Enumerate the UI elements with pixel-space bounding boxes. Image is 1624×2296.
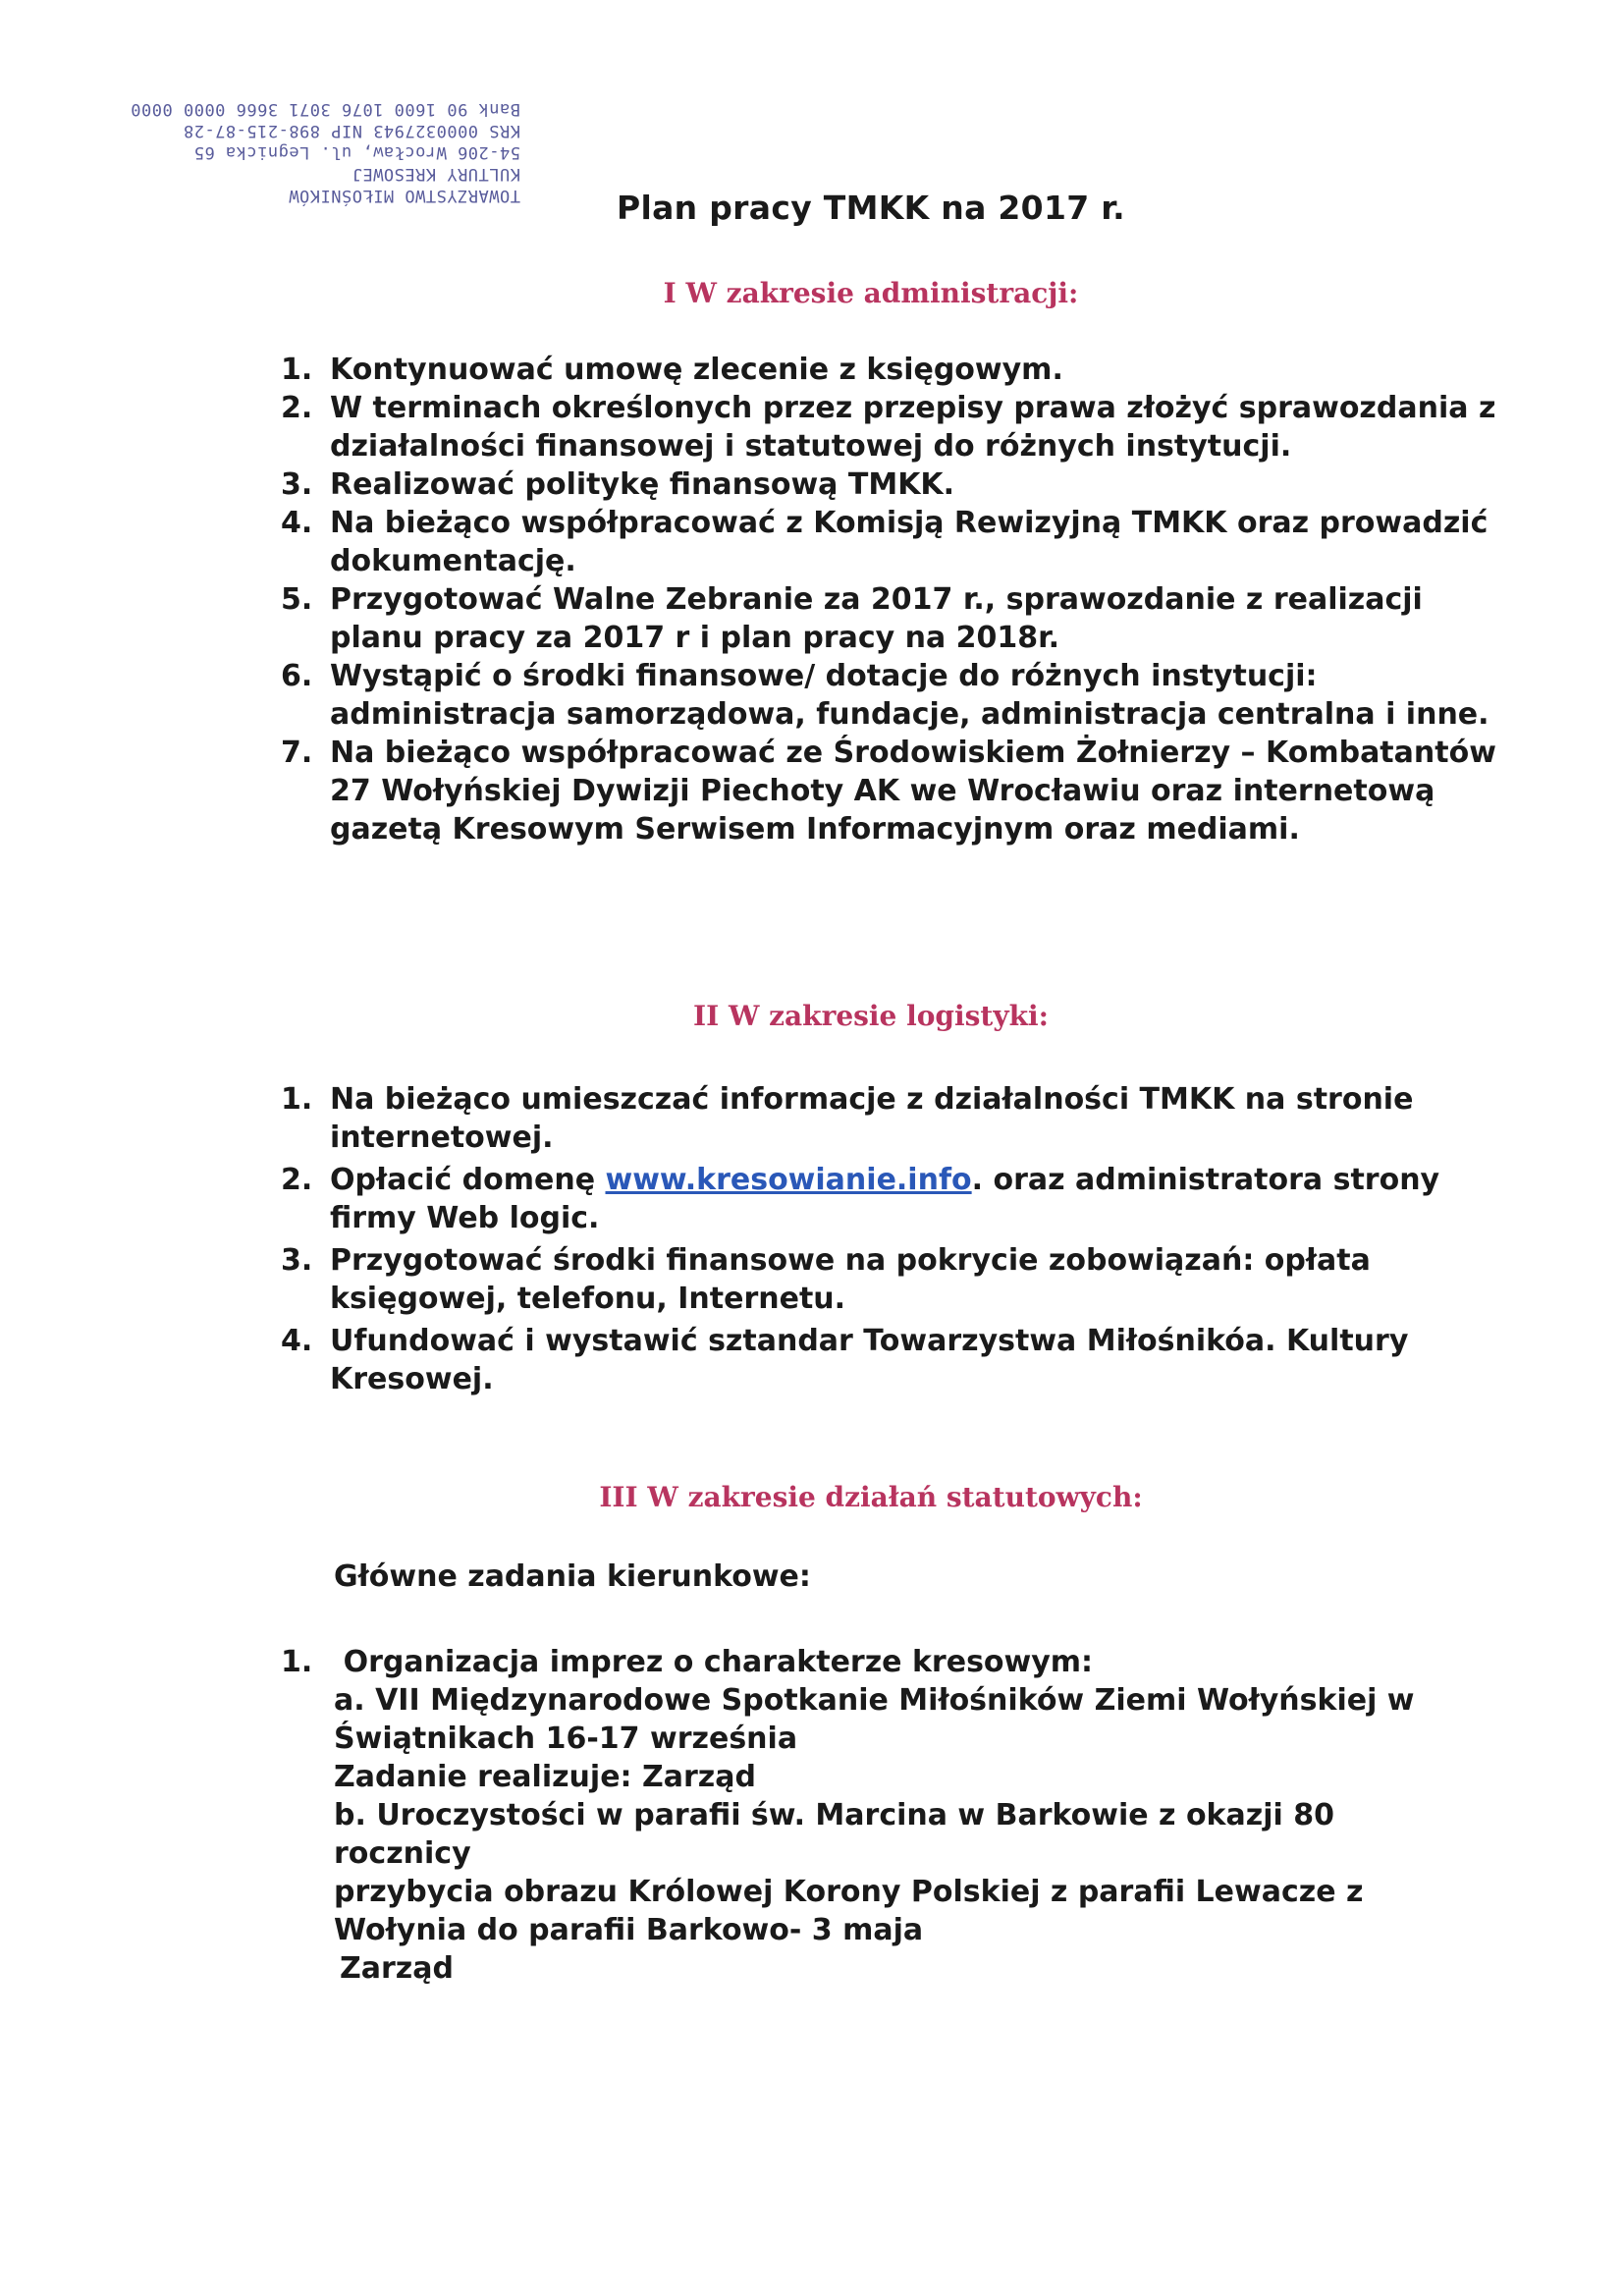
stamp-line: 54-206 Wrocław, ul. Legnicka 65 bbox=[193, 142, 520, 162]
task-line: b. Uroczystości w parafii św. Marcina w Barkowie z okazji 80 bbox=[334, 1798, 1334, 1832]
list-item bbox=[0, 465, 1624, 504]
item-number: 3. bbox=[281, 467, 313, 502]
item-number: 2. bbox=[281, 391, 313, 425]
list-item bbox=[0, 580, 1624, 657]
item-number: 4. bbox=[281, 506, 313, 540]
item-number: 6. bbox=[281, 659, 313, 693]
item-text: Ufundować i wystawić sztandar Towarzystwa Miłośnikóa. Kultury Kresowej. bbox=[330, 1324, 1409, 1396]
item-number: 7. bbox=[281, 736, 313, 770]
task-line: rocznicy bbox=[334, 1836, 471, 1871]
section-heading-logistics: II W zakresie logistyki: bbox=[693, 1000, 1049, 1032]
document-title: Plan pracy TMKK na 2017 r. bbox=[617, 189, 1125, 227]
item-text: Na bieżąco współpracować ze Środowiskiem Żołnierzy – Kombatantów 27 Wołyńskiej Dywizji Piechoty AK we Wrocławiu oraz internetową gazetą Kresowym Serwisem Informacyjnym oraz mediami. bbox=[330, 736, 1496, 847]
item-number: 1. bbox=[281, 1645, 313, 1679]
statutory-task bbox=[281, 1643, 1518, 1988]
item-text: Opłacić domenę bbox=[330, 1163, 606, 1197]
list-item bbox=[0, 504, 1624, 580]
task-heading: Organizacja imprez o charakterze kresowym: bbox=[343, 1645, 1094, 1679]
stamp-line: Bank 90 1600 1076 3071 3666 0000 0000 bbox=[130, 99, 520, 119]
task-line: Zarząd bbox=[340, 1951, 454, 1986]
item-number: 4. bbox=[281, 1324, 313, 1358]
subtitle-main-tasks: Główne zadania kierunkowe: bbox=[334, 1559, 811, 1594]
stamp-line: TOWARZYSTWO MIŁOŚNIKÓW bbox=[288, 186, 520, 205]
task-line: Świątnikach 16-17 września bbox=[334, 1722, 798, 1756]
stamp-line: KRS 0000327943 NIP 898-215-87-28 bbox=[183, 121, 520, 140]
logistics-list bbox=[0, 1080, 1624, 1398]
item-number: 2. bbox=[281, 1163, 313, 1197]
item-text: Na bieżąco współpracować z Komisją Rewizyjną TMKK oraz prowadzić dokumentację. bbox=[330, 506, 1489, 578]
stamp-line: KULTURY KRESOWEJ bbox=[352, 164, 520, 184]
item-number: 5. bbox=[281, 582, 313, 617]
item-text: Kontynuować umowę zlecenie z księgowym. bbox=[330, 353, 1063, 387]
organization-stamp bbox=[130, 59, 520, 206]
item-text: Przygotować Walne Zebranie za 2017 r., sprawozdanie z realizacji planu pracy za 2017 r i plan pracy na 2018r. bbox=[330, 582, 1423, 655]
item-text: Wystąpić o środki finansowe/ dotacje do różnych instytucji: administracja samorządowa, fundacje, administracja centralna i inne. bbox=[330, 659, 1489, 732]
section-heading-administration: I W zakresie administracji: bbox=[663, 277, 1079, 309]
task-line: Wołynia do parafii Barkowo- 3 maja bbox=[334, 1913, 924, 1947]
item-number: 1. bbox=[281, 353, 313, 387]
list-item bbox=[0, 657, 1624, 734]
list-item bbox=[0, 734, 1624, 848]
task-line: a. VII Międzynarodowe Spotkanie Miłośników Ziemi Wołyńskiej w bbox=[334, 1683, 1415, 1718]
section-heading-statutory: III W zakresie działań statutowych: bbox=[599, 1481, 1143, 1513]
task-heading-row bbox=[281, 1643, 1518, 1681]
task-line: Zadanie realizuje: Zarząd bbox=[334, 1760, 756, 1794]
list-item bbox=[0, 351, 1624, 389]
list-item bbox=[0, 1161, 1624, 1237]
item-text: . oraz administratora strony firmy Web logic. bbox=[330, 1163, 1440, 1235]
item-text: Na bieżąco umieszczać informacje z działalności TMKK na stronie internetowej. bbox=[330, 1082, 1414, 1155]
item-text: W terminach określonych przez przepisy prawa złożyć sprawozdania z działalności finansowej i statutowej do różnych instytucji. bbox=[330, 391, 1496, 464]
list-item bbox=[0, 1241, 1624, 1318]
task-line: przybycia obrazu Królowej Korony Polskiej z parafii Lewacze z bbox=[334, 1875, 1364, 1909]
list-item bbox=[0, 1322, 1624, 1398]
item-number: 3. bbox=[281, 1243, 313, 1278]
administration-list bbox=[0, 351, 1624, 848]
domain-link[interactable]: www.kresowianie.info bbox=[605, 1163, 972, 1197]
item-text: Realizować politykę finansową TMKK. bbox=[330, 467, 955, 502]
list-item bbox=[0, 1080, 1624, 1157]
list-item bbox=[0, 389, 1624, 465]
item-text: Przygotować środki finansowe na pokrycie zobowiązań: opłata księgowej, telefonu, Internetu. bbox=[330, 1243, 1371, 1316]
item-number: 1. bbox=[281, 1082, 313, 1117]
